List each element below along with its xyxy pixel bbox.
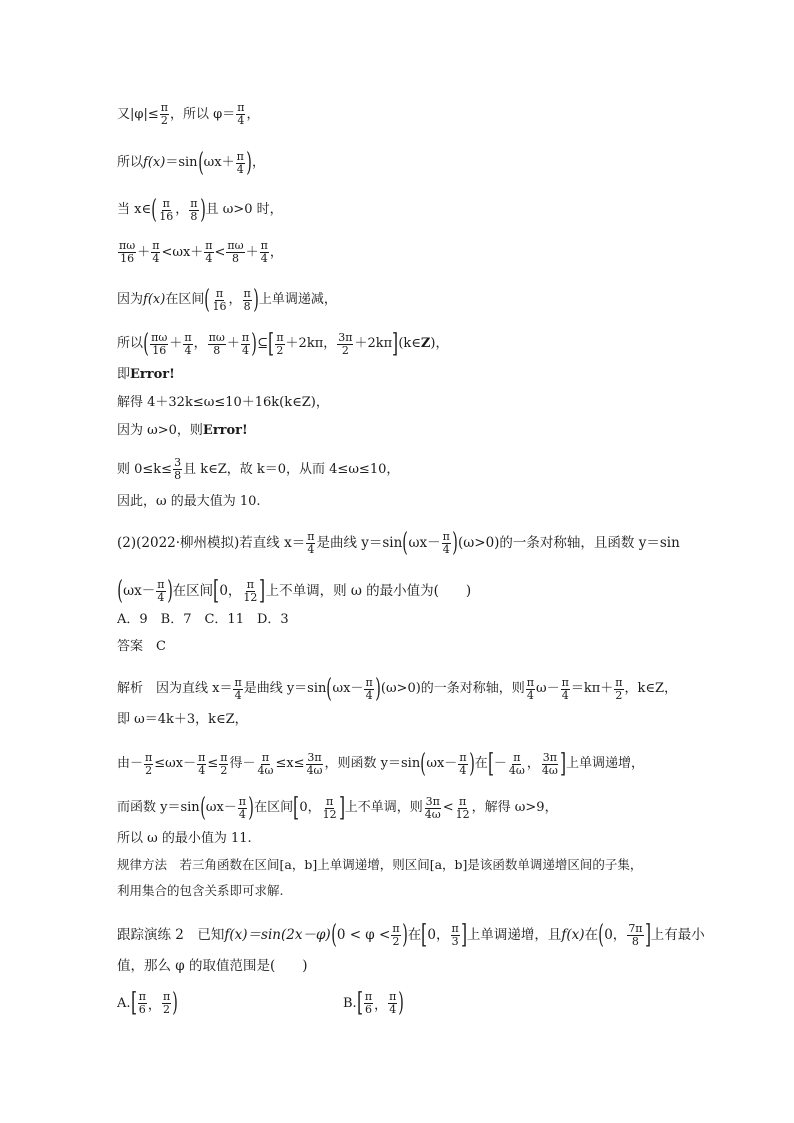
fraction <box>256 752 274 777</box>
denominator: 6 <box>138 1002 146 1016</box>
text: 值，那么 φ 的取值范围是( ) <box>117 958 308 974</box>
error-text: Error! <box>202 423 248 438</box>
text: ωx－ <box>332 681 364 696</box>
text: 0， <box>299 800 321 815</box>
fraction <box>150 332 168 357</box>
bracket-glyph: [ <box>213 576 220 606</box>
text: 跟踪演练 2 已知 <box>117 927 225 943</box>
fraction <box>451 923 460 948</box>
option-label: A. <box>117 995 131 1011</box>
line-21 <box>117 857 694 873</box>
numerator: π <box>307 529 315 543</box>
line-11 <box>117 494 694 510</box>
numerator: π <box>184 330 192 344</box>
denominator: 4 <box>241 343 249 357</box>
text: 是曲线 y＝sin <box>243 681 327 696</box>
text: 0， <box>219 583 242 599</box>
numerator: π <box>326 794 334 808</box>
fraction <box>306 752 324 777</box>
denominator: 4ω <box>306 763 323 777</box>
denominator: 16 <box>120 252 135 265</box>
fraction <box>183 332 192 357</box>
text: ＋2kπ <box>354 336 393 351</box>
text: 在区间 <box>165 292 205 307</box>
text: ＝kπ＋ <box>570 681 614 696</box>
text: ωx－ <box>426 756 458 771</box>
text: 解得 4＋32k≤ω≤10＋16k(k∈Z)， <box>117 395 329 410</box>
denominator: 4 <box>184 343 192 357</box>
text: f(x) <box>143 292 166 307</box>
denominator: 8 <box>190 209 198 223</box>
text: 在区间 <box>254 800 294 815</box>
fraction <box>455 796 471 821</box>
line-16 <box>117 676 694 702</box>
line-20 <box>117 831 694 847</box>
denominator: 4ω <box>424 807 441 821</box>
denominator: 12 <box>322 807 337 821</box>
line-12 <box>117 530 694 556</box>
numerator: π <box>246 577 255 591</box>
line-6 <box>117 331 694 357</box>
bracket-glyph: ) <box>253 285 259 315</box>
text: 且 ω>0 时， <box>205 202 283 217</box>
fraction <box>226 240 244 265</box>
numerator: π <box>459 750 467 764</box>
numerator: π <box>392 921 400 935</box>
denominator: 4 <box>561 688 569 702</box>
numerator: π <box>237 101 245 114</box>
line-8 <box>117 395 694 411</box>
denominator: 4 <box>442 542 450 556</box>
text: ， <box>252 155 266 170</box>
bracket-glyph: ) <box>199 195 206 225</box>
text: (2)(2022·柳州模拟)若直线 x＝ <box>117 535 306 551</box>
denominator: 4 <box>307 542 315 556</box>
text: ＝sin <box>165 155 198 170</box>
bracket-glyph: ( <box>204 285 211 315</box>
fraction <box>508 752 526 777</box>
denominator: 4 <box>198 763 206 777</box>
denominator: 4 <box>389 1002 397 1016</box>
bracket-glyph: ] <box>338 793 345 823</box>
bracket-glyph: ) <box>172 988 179 1018</box>
line-23 <box>117 920 705 950</box>
text: 利用集合的包含关系即可求解. <box>117 883 284 898</box>
text: 则 0≤k≤ <box>117 461 173 477</box>
denominator: 2 <box>220 763 228 777</box>
fraction <box>275 332 284 357</box>
text: 即 <box>117 367 131 382</box>
numerator: π <box>389 989 397 1003</box>
option-a <box>117 990 178 1016</box>
fraction <box>197 752 206 777</box>
line-1 <box>117 102 694 127</box>
fraction <box>189 198 198 223</box>
numerator: π <box>234 675 242 689</box>
text: ， <box>374 997 388 1013</box>
denominator: 2 <box>341 343 349 357</box>
numerator: π <box>243 286 251 300</box>
fraction <box>233 677 242 702</box>
text: 规律方法 若三角函数在区间[a，b]上单调递增，则区间[a，b]是该函数单调递增区间的子集， <box>117 857 643 872</box>
numerator: 3 <box>174 456 182 469</box>
numerator: π <box>276 330 284 344</box>
text: ， <box>147 997 161 1013</box>
numerator: 3π <box>425 794 440 808</box>
denominator: 8 <box>174 469 182 482</box>
line-22 <box>117 883 694 899</box>
text: 在 <box>474 756 488 771</box>
denominator: 4 <box>238 807 246 821</box>
denominator: 3 <box>451 934 459 948</box>
denominator: 4 <box>152 252 160 265</box>
text: 0， <box>604 927 627 943</box>
text: f(x) <box>561 927 585 943</box>
numerator: 3π <box>542 750 557 764</box>
numerator: π <box>160 101 168 114</box>
numerator: π <box>157 577 165 591</box>
text: 上单调递增， <box>566 756 645 771</box>
text: f(x)＝sin(2x－φ) <box>224 927 331 943</box>
fraction <box>306 531 315 556</box>
numerator: π <box>138 989 146 1003</box>
denominator: 2 <box>163 1002 171 1016</box>
numerator: π <box>260 239 268 252</box>
bracket-glyph: ( <box>420 749 427 779</box>
numerator: π <box>261 750 270 764</box>
fraction <box>219 752 228 777</box>
bracket-glyph: ) <box>468 749 475 779</box>
bracket-glyph: ) <box>452 528 458 558</box>
fraction <box>151 240 160 265</box>
numerator: π <box>526 675 535 689</box>
numerator: π <box>198 750 206 764</box>
text: 因为 ω>0，则 <box>117 423 203 438</box>
numerator: π <box>145 750 153 764</box>
fraction <box>156 579 165 604</box>
text: <ωx＋ <box>161 244 204 260</box>
fraction <box>118 240 136 265</box>
text: ωx－ <box>123 583 156 599</box>
answer-label: 答案 C <box>117 639 166 654</box>
denominator: 6 <box>364 1002 372 1016</box>
numerator: π <box>459 794 467 808</box>
denominator: 2 <box>276 343 284 357</box>
text: 在 <box>584 927 599 943</box>
bracket-glyph: ] <box>460 920 467 950</box>
bracket-glyph: ] <box>559 749 566 779</box>
bracket-glyph: ( <box>402 528 409 558</box>
bracket-glyph: ( <box>326 674 333 704</box>
text: ⊆ <box>257 336 269 351</box>
denominator: 8 <box>243 299 251 313</box>
numerator: π <box>162 989 171 1003</box>
text: 所以 <box>117 155 144 170</box>
denominator: 4 <box>234 688 242 702</box>
text: ， <box>175 202 189 217</box>
text: 是曲线 y＝sin <box>316 535 403 551</box>
line-7 <box>117 367 694 383</box>
text: 上有最小 <box>650 927 705 943</box>
numerator: 7π <box>628 921 643 935</box>
numerator: π <box>451 921 459 935</box>
line-5 <box>117 287 694 313</box>
fraction <box>173 457 182 482</box>
denominator: 8 <box>232 252 240 265</box>
fraction <box>241 332 250 357</box>
bracket-glyph: ( <box>330 920 337 950</box>
text: ≤x≤ <box>275 756 305 771</box>
denominator: 4 <box>365 688 373 702</box>
text: － <box>493 756 507 771</box>
text: ωx－ <box>205 800 237 815</box>
fraction <box>238 796 247 821</box>
text: ≤ <box>207 756 219 771</box>
text: 上单调递减， <box>258 292 337 307</box>
text: 所以 ω 的最小值为 11. <box>117 831 252 846</box>
fraction <box>236 102 245 127</box>
numerator: π <box>162 196 170 210</box>
text: ＋ <box>245 244 259 260</box>
line-9 <box>117 423 694 439</box>
line-14 <box>117 612 694 628</box>
text: ＋ <box>226 336 240 351</box>
denominator: 4 <box>459 763 467 777</box>
bracket-glyph: ( <box>117 576 123 606</box>
text: 上不单调，则 ω 的最小值为( ) <box>265 583 472 599</box>
denominator: 4 <box>526 688 534 702</box>
denominator: 4ω <box>508 763 525 777</box>
fraction <box>388 991 397 1016</box>
text: ωx－ <box>408 535 441 551</box>
text: ，所以 φ＝ <box>170 106 236 122</box>
line-19 <box>117 795 694 821</box>
bracket-glyph: [ <box>487 749 494 779</box>
numerator: π <box>152 239 160 252</box>
bracket-glyph: ] <box>644 920 651 950</box>
text: (k∈ <box>398 336 421 351</box>
numerator: π <box>190 196 198 210</box>
denominator: 8 <box>213 343 221 357</box>
denominator: 12 <box>243 590 258 604</box>
bracket-glyph: ( <box>143 329 149 359</box>
bracket-glyph: ) <box>375 674 381 704</box>
text: ， <box>193 336 207 351</box>
bracket-glyph: ) <box>166 576 173 606</box>
line-10 <box>117 457 694 482</box>
fraction <box>211 288 227 313</box>
numerator: π <box>236 149 244 163</box>
line-24 <box>117 958 694 974</box>
denominator: 12 <box>455 807 470 821</box>
fraction <box>138 991 147 1016</box>
text: 而函数 y＝sin <box>117 800 200 815</box>
option-label: B. <box>343 995 357 1011</box>
denominator: 4 <box>260 252 268 265</box>
text: 0 < φ < <box>336 927 391 943</box>
numerator: π <box>238 794 247 808</box>
denominator: 16 <box>152 343 167 357</box>
text: ，则函数 y＝sin <box>324 756 421 771</box>
bracket-glyph: ) <box>248 793 254 823</box>
bracket-glyph: ) <box>401 920 408 950</box>
denominator: 2 <box>160 114 168 127</box>
numerator: πω <box>119 239 136 252</box>
text: 由－ <box>117 756 144 771</box>
bracket-glyph: ( <box>598 920 604 950</box>
text: 上不单调，则 <box>344 800 423 815</box>
bracket-glyph: ( <box>199 793 206 823</box>
denominator: 16 <box>159 209 174 223</box>
fraction <box>204 240 213 265</box>
text: ，k∈Z， <box>624 681 678 696</box>
numerator: π <box>364 989 373 1003</box>
text: 即 ω＝4k＋3，k∈Z， <box>117 712 248 727</box>
numerator: π <box>442 529 450 543</box>
fraction <box>158 198 174 223</box>
text: 0， <box>427 927 450 943</box>
numerator: π <box>513 750 521 764</box>
text: ， <box>246 106 260 122</box>
fraction <box>364 991 373 1016</box>
text: < <box>214 244 226 260</box>
bracket-glyph: ( <box>151 195 157 225</box>
text: 又|φ|≤ <box>117 106 159 122</box>
text: (ω>0)的一条对称轴，则 <box>380 681 525 696</box>
text: ≤ωx－ <box>154 756 197 771</box>
bracket-glyph: ] <box>259 576 266 606</box>
error-text: Error! <box>130 367 175 382</box>
text: f(x) <box>143 155 166 170</box>
text: 因为 <box>117 292 144 307</box>
fraction <box>561 677 570 702</box>
text: 解析 因为直线 x＝ <box>117 681 233 696</box>
denominator: 2 <box>615 688 623 702</box>
text: ω－ <box>536 681 560 696</box>
bracket-glyph: ( <box>197 148 204 178</box>
text: 在区间 <box>172 583 214 599</box>
line-18 <box>117 751 694 777</box>
denominator: 16 <box>212 299 227 313</box>
fraction <box>526 677 535 702</box>
numerator: πω <box>208 330 225 344</box>
option-b <box>343 990 404 1016</box>
fraction <box>614 677 623 702</box>
denominator: 4 <box>236 162 244 176</box>
bracket-glyph: ) <box>246 148 252 178</box>
fraction <box>364 677 373 702</box>
fraction <box>337 332 353 357</box>
denominator: 2 <box>392 934 400 948</box>
fraction <box>322 796 338 821</box>
line-15 <box>117 639 694 655</box>
fraction <box>208 332 226 357</box>
fraction <box>627 923 643 948</box>
text: 因此，ω 的最大值为 10. <box>117 494 261 509</box>
fraction <box>458 752 467 777</box>
bracket-glyph: [ <box>356 988 363 1018</box>
bracket-glyph: [ <box>268 329 275 359</box>
fraction <box>242 579 258 604</box>
line-3 <box>117 197 694 223</box>
denominator: 4 <box>237 114 245 127</box>
fraction <box>144 752 153 777</box>
text: )， <box>430 336 449 351</box>
numerator: π <box>205 239 213 252</box>
text: ＋2kπ， <box>285 336 337 351</box>
text: 当 x∈ <box>117 202 152 217</box>
text: 所以 <box>117 336 144 351</box>
denominator: 8 <box>631 934 639 948</box>
line-13 <box>117 578 694 604</box>
denominator: 4ω <box>541 763 558 777</box>
numerator: π <box>365 675 373 689</box>
fraction <box>243 288 252 313</box>
fraction <box>541 752 559 777</box>
bracket-glyph: ) <box>251 329 257 359</box>
fraction <box>391 923 400 948</box>
options-row <box>117 990 717 1030</box>
line-4 <box>117 240 694 265</box>
text: (ω>0)的一条对称轴，且函数 y＝sin <box>457 535 680 551</box>
text: ，解得 ω>9， <box>471 800 558 815</box>
numerator: 3π <box>338 330 353 344</box>
numerator: πω <box>227 239 244 252</box>
fraction <box>424 796 442 821</box>
text: ωx＋ <box>203 155 235 170</box>
fraction <box>160 102 169 127</box>
numerator: π <box>215 286 224 300</box>
text: < <box>442 800 454 815</box>
numerator: 3π <box>307 750 322 764</box>
numerator: πω <box>151 330 168 344</box>
denominator: 4 <box>205 252 213 265</box>
numerator: π <box>220 750 228 764</box>
bracket-glyph: ] <box>392 329 399 359</box>
text: Z <box>420 336 431 351</box>
fraction <box>162 991 171 1016</box>
fraction <box>260 240 269 265</box>
bracket-glyph: [ <box>293 793 300 823</box>
text: 在 <box>407 927 422 943</box>
text: ， <box>526 756 540 771</box>
denominator: 4 <box>157 590 165 604</box>
text: 得－ <box>229 756 256 771</box>
text: ， <box>228 292 242 307</box>
fraction <box>236 151 245 176</box>
text: 上单调递增，且 <box>466 927 562 943</box>
text: ＋ <box>169 336 183 351</box>
line-17 <box>117 712 694 728</box>
numerator: π <box>561 675 569 689</box>
text: ， <box>269 244 283 260</box>
bracket-glyph: [ <box>130 988 137 1018</box>
line-2 <box>117 150 694 176</box>
denominator: 4ω <box>257 763 274 777</box>
fraction <box>442 531 451 556</box>
text: ＋ <box>137 244 151 260</box>
bracket-glyph: ) <box>398 988 405 1018</box>
numerator: π <box>241 330 250 344</box>
text: 且 k∈Z，故 k＝0，从而 4≤ω≤10， <box>183 461 400 477</box>
bracket-glyph: [ <box>421 920 428 950</box>
denominator: 2 <box>145 763 153 777</box>
numerator: π <box>615 675 623 689</box>
answer-choices: A．9 B．7 C．11 D．3 <box>117 612 289 627</box>
